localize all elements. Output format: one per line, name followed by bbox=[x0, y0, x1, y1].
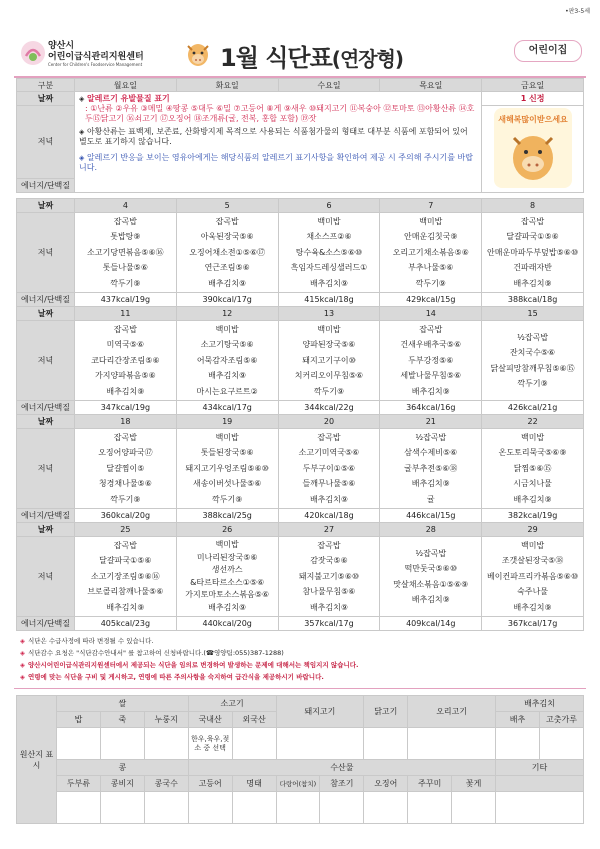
date-label: 날짜 bbox=[17, 199, 75, 213]
meal-cell bbox=[75, 213, 177, 293]
date-cell: 15 bbox=[482, 307, 584, 321]
menu-item: 잡곡밥 bbox=[113, 432, 137, 442]
menu-item: 잡곡밥 bbox=[113, 216, 137, 226]
origin-beef-foreign: 외국산 bbox=[232, 712, 276, 728]
menu-item: 백미밥 bbox=[521, 540, 545, 550]
header-row bbox=[17, 79, 584, 92]
col-wed: 수요일 bbox=[278, 79, 380, 92]
menu-item: 배추김치⑨ bbox=[309, 494, 349, 504]
date-cell: 28 bbox=[380, 523, 482, 537]
origin-rice-juk: 죽 bbox=[100, 712, 144, 728]
diamond-icon: ◈ bbox=[20, 673, 25, 681]
origin-input[interactable] bbox=[188, 792, 232, 824]
menu-item: 흑임자드레싱샐러드① bbox=[290, 263, 368, 273]
energy-label: 에너지/단백질 bbox=[17, 617, 75, 631]
origin-input[interactable] bbox=[100, 792, 144, 824]
energy-value: 390kcal/17g bbox=[176, 293, 278, 307]
menu-item: 온도토리묵국⑤⑥⑨ bbox=[498, 448, 567, 458]
date-cell: 19 bbox=[176, 415, 278, 429]
origin-kimchi-pepper: 고춧가루 bbox=[539, 712, 583, 728]
menu-item: 닭살피망참깨무침⑤⑥⑮ bbox=[490, 363, 575, 373]
energy-value: 446kcal/15g bbox=[380, 509, 482, 523]
logo-line3: Center for Children's Foodservice Management bbox=[48, 62, 143, 67]
center-logo bbox=[20, 38, 150, 74]
menu-item: 청경채나물⑤⑥ bbox=[98, 479, 152, 489]
dinner-label: 저녁 bbox=[17, 213, 75, 293]
col-thu: 목요일 bbox=[380, 79, 482, 92]
origin-bean: 콩 bbox=[57, 760, 189, 776]
menu-item: 들깨무나물⑤⑥ bbox=[302, 479, 356, 489]
menu-item: 건새우배추국⑤⑥ bbox=[400, 340, 462, 350]
meal-cell bbox=[482, 213, 584, 293]
menu-item: 깍두기⑨ bbox=[517, 379, 548, 388]
note-3: ◈ 양산시어린이급식관리지원센터에서 제공되는 식단을 임의로 변경하여 발생하는 문제에 대해서는 책임지지 않습니다. bbox=[20, 661, 359, 669]
menu-item: 어묵감자조림⑤⑥ bbox=[196, 355, 258, 365]
holiday-label: 1 신정 bbox=[520, 94, 545, 103]
energy-value: 426kcal/21g bbox=[482, 401, 584, 415]
origin-etc: 기타 bbox=[496, 760, 584, 776]
menu-item: 굴부추전⑤⑥⑱ bbox=[404, 463, 458, 473]
energy-value: 388kcal/25g bbox=[176, 509, 278, 523]
menu-item: 오징어양파국⑰ bbox=[98, 448, 153, 458]
meal-cell bbox=[176, 213, 278, 293]
menu-item: 세발나물무침⑤⑥ bbox=[400, 371, 462, 381]
menu-item: 배추김치⑨ bbox=[513, 278, 552, 288]
menu-item: 안매운김칫국⑨ bbox=[404, 232, 458, 242]
menu-item: 백미밥 bbox=[521, 432, 545, 442]
origin-chicken: 닭고기 bbox=[364, 696, 408, 728]
menu-item: 감잣국⑤⑥ bbox=[310, 556, 348, 566]
menu-item: 숙주나물 bbox=[517, 587, 549, 597]
dinner-label: 저녁 bbox=[17, 321, 75, 401]
menu-item: 깍두기⑨ bbox=[110, 494, 141, 504]
menu-item: 배추김치⑨ bbox=[513, 494, 552, 504]
menu-item: 톳밥탕⑨ bbox=[110, 232, 141, 242]
allergy-note: 아황산류는 표백제, 보존료, 산화방지제 목적으로 사용되는 식품첨가물의 형태로 대부분 식품에 포함되어 있어 별도로 표기하지 않습니다. bbox=[79, 127, 468, 146]
origin-beef-domestic: 국내산 bbox=[188, 712, 232, 728]
date-cell: 27 bbox=[278, 523, 380, 537]
sticker-text: 새해복많이받으세요 bbox=[497, 115, 568, 124]
holiday-sticker-cell bbox=[482, 106, 584, 193]
menu-item: 부추나물⑤⑥ bbox=[408, 263, 454, 273]
menu-item: 배추김치⑨ bbox=[309, 602, 349, 612]
menu-item: 백미밥 bbox=[317, 216, 341, 226]
page-code: •판3-5세 bbox=[565, 8, 590, 15]
energy-row bbox=[17, 401, 584, 415]
origin-input[interactable] bbox=[408, 728, 496, 760]
menu-item: 깍두기⑨ bbox=[415, 278, 446, 288]
menu-item: 배추김치⑨ bbox=[309, 278, 349, 288]
menu-item: 잡곡밥 bbox=[113, 540, 137, 550]
dinner-label: 저녁 bbox=[17, 106, 75, 179]
date-cell: 18 bbox=[75, 415, 177, 429]
menu-item: 코다리간장조림⑤⑥ bbox=[91, 355, 160, 365]
origin-input[interactable] bbox=[276, 728, 364, 760]
date-cell: 22 bbox=[482, 415, 584, 429]
dinner-label: 저녁 bbox=[17, 537, 75, 617]
note-4: ◈ 연령에 맞는 식단을 구비 및 게시하고, 연령에 따른 주의사항을 숙지하여 급간식을 제공하시기 바랍니다. bbox=[20, 673, 324, 681]
menu-item: 떡만둣국⑤⑥⑩ bbox=[404, 564, 457, 573]
origin-duck: 오리고기 bbox=[408, 696, 496, 728]
menu-item: 시금치나물 bbox=[513, 479, 552, 489]
meal-cell bbox=[380, 429, 482, 509]
origin-input[interactable] bbox=[57, 728, 101, 760]
menu-item: 두부강정⑤⑥ bbox=[408, 355, 454, 365]
menu-item: 참나물무침⑤⑥ bbox=[302, 587, 356, 597]
menu-item: 맛살채소볶음①⑤⑥⑨ bbox=[393, 579, 469, 589]
origin-beef: 소고기 bbox=[188, 696, 276, 712]
origin-input[interactable] bbox=[100, 728, 144, 760]
menu-item: 치커리오이무침⑤⑥ bbox=[294, 371, 364, 381]
date-row bbox=[17, 92, 584, 106]
menu-item: 잡곡밥 bbox=[113, 324, 137, 334]
energy-value: 357kcal/17g bbox=[278, 617, 380, 631]
menu-item: 오징어채소전①⑤⑥⑰ bbox=[189, 247, 266, 257]
origin-input[interactable] bbox=[276, 792, 320, 824]
date-cell: 21 bbox=[380, 415, 482, 429]
menu-item: 달걀파국①⑤⑥ bbox=[99, 556, 152, 566]
origin-sea-mackerel: 고등어 bbox=[188, 776, 232, 792]
menu-item: 톳들된장국⑤⑥ bbox=[200, 448, 254, 458]
origin-sea-crab: 꽃게 bbox=[452, 776, 496, 792]
menu-item: 잡곡밥 bbox=[215, 216, 239, 226]
meal-cell bbox=[380, 321, 482, 401]
energy-value: 409kcal/14g bbox=[380, 617, 482, 631]
menu-item: 생선까스 bbox=[211, 565, 243, 574]
menu-item: 깍두기⑨ bbox=[110, 278, 141, 288]
menu-item: 브로콜리참깨나물⑤⑥ bbox=[87, 587, 164, 597]
menu-item: 삼색수제비⑤⑥ bbox=[404, 448, 458, 458]
date-label: 날짜 bbox=[17, 92, 75, 106]
origin-input[interactable] bbox=[496, 792, 584, 824]
date-row bbox=[17, 415, 584, 429]
energy-label: 에너지/단백질 bbox=[17, 178, 75, 193]
origin-input[interactable] bbox=[408, 792, 452, 824]
date-label: 날짜 bbox=[17, 415, 75, 429]
meal-cell bbox=[482, 429, 584, 509]
origin-input[interactable] bbox=[496, 728, 540, 760]
energy-value: 344kcal/22g bbox=[278, 401, 380, 415]
origin-input[interactable] bbox=[539, 728, 583, 760]
diamond-icon: ◈ bbox=[79, 154, 85, 162]
meal-cell bbox=[278, 429, 380, 509]
menu-item: 미나리된장국⑤⑥ bbox=[196, 552, 258, 562]
date-cell: 25 bbox=[75, 523, 177, 537]
col-fri: 금요일 bbox=[482, 79, 584, 92]
meal-cell bbox=[176, 429, 278, 509]
menu-item: 두부구이①⑤⑥ bbox=[302, 463, 356, 473]
dinner-label: 저녁 bbox=[17, 429, 75, 509]
note-2: ◈ 식단감수 요청은 "식단감수안내서" 를 참고하여 신청바랍니다.(☎영양팀:055)387-1288) bbox=[20, 649, 284, 657]
menu-item: 잔치국수⑤⑥ bbox=[509, 348, 556, 357]
energy-value: 415kcal/18g bbox=[278, 293, 380, 307]
menu-item: ½잡곡밥 bbox=[415, 432, 447, 442]
menu-item: 건파래자반 bbox=[513, 263, 552, 273]
diamond-icon: ◈ bbox=[20, 649, 25, 657]
menu-item: 배추김치⑨ bbox=[411, 595, 450, 604]
origin-input[interactable] bbox=[320, 792, 364, 824]
new-year-cow-sticker bbox=[492, 106, 574, 190]
origin-label: 원산지 표시 bbox=[17, 696, 57, 824]
menu-item: 소고기당면볶음⑤⑥⑯ bbox=[87, 247, 164, 257]
energy-row bbox=[17, 617, 584, 631]
col-tue: 화요일 bbox=[176, 79, 278, 92]
date-cell: 13 bbox=[278, 307, 380, 321]
energy-value: 437kcal/19g bbox=[75, 293, 177, 307]
cow-icon bbox=[184, 38, 212, 68]
diamond-icon: ◈ bbox=[20, 661, 25, 669]
energy-value: 367kcal/17g bbox=[482, 617, 584, 631]
origin-sea-croaker: 참조기 bbox=[320, 776, 364, 792]
menu-item: 돼지고기구이⑩ bbox=[302, 355, 356, 365]
meal-cell bbox=[176, 321, 278, 401]
menu-item: 잡곡밥 bbox=[317, 432, 341, 442]
menu-table bbox=[16, 78, 584, 193]
menu-item: 백미밥 bbox=[215, 324, 239, 334]
menu-item: 백미밥 bbox=[317, 324, 341, 334]
title-main: 1월 식단표 bbox=[220, 44, 332, 72]
energy-value: 440kcal/20g bbox=[176, 617, 278, 631]
energy-value: 388kcal/18g bbox=[482, 293, 584, 307]
menu-item: 백미밥 bbox=[419, 216, 443, 226]
date-label: 날짜 bbox=[17, 307, 75, 321]
menu-item: 백미밥 bbox=[215, 432, 239, 442]
menu-item: 배추김치⑨ bbox=[411, 479, 450, 489]
header bbox=[14, 32, 586, 78]
origin-pork: 돼지고기 bbox=[276, 696, 364, 728]
logo-line2: 어린이급식관리지원센터 bbox=[48, 52, 144, 62]
meal-cell bbox=[75, 321, 177, 401]
origin-input[interactable] bbox=[57, 792, 101, 824]
meal-cell bbox=[278, 213, 380, 293]
origin-rice-bap: 밥 bbox=[57, 712, 101, 728]
energy-value: 364kcal/16g bbox=[380, 401, 482, 415]
meal-cell bbox=[380, 537, 482, 617]
menu-item: 아욱된장국⑤⑥ bbox=[200, 232, 254, 242]
meal-cell bbox=[482, 537, 584, 617]
energy-value: 360kcal/20g bbox=[75, 509, 177, 523]
col-mon: 월요일 bbox=[75, 79, 177, 92]
origin-input[interactable] bbox=[232, 792, 276, 824]
menu-item: 배추김치⑨ bbox=[208, 602, 247, 612]
meal-cell bbox=[278, 537, 380, 617]
menu-item: &타르타르소스①⑤⑥ bbox=[190, 577, 265, 587]
energy-value: 420kcal/18g bbox=[278, 509, 380, 523]
energy-value: 434kcal/17g bbox=[176, 401, 278, 415]
energy-value: 382kcal/19g bbox=[482, 509, 584, 523]
menu-item: ½잡곡밥 bbox=[415, 548, 447, 558]
menu-item: 마시는요구르트② bbox=[196, 386, 258, 396]
menu-item: 잡곡밥 bbox=[521, 216, 545, 226]
col-label: 구분 bbox=[17, 79, 75, 92]
origin-bean-biji: 콩비지 bbox=[100, 776, 144, 792]
menu-item: 채소스프②⑥ bbox=[306, 232, 352, 242]
meal-cell bbox=[482, 321, 584, 401]
energy-row bbox=[17, 509, 584, 523]
origin-sea-webfoot: 주꾸미 bbox=[408, 776, 452, 792]
origin-kimchi: 배추김치 bbox=[496, 696, 584, 712]
date-cell: 11 bbox=[75, 307, 177, 321]
meal-cell bbox=[278, 321, 380, 401]
date-cell: 5 bbox=[176, 199, 278, 213]
dinner-row bbox=[17, 429, 584, 509]
date-cell: 20 bbox=[278, 415, 380, 429]
footer-notes bbox=[20, 635, 584, 683]
date-cell: 14 bbox=[380, 307, 482, 321]
dinner-row bbox=[17, 537, 584, 617]
origin-table bbox=[16, 695, 584, 824]
menu-item: 미역국⑤⑥ bbox=[106, 340, 145, 350]
diamond-icon: ◈ bbox=[20, 637, 25, 645]
center-logo-icon bbox=[20, 40, 46, 66]
date-cell: 26 bbox=[176, 523, 278, 537]
origin-input[interactable] bbox=[232, 728, 276, 760]
menu-item: 소고기미역국⑤⑥ bbox=[298, 448, 360, 458]
origin-input[interactable] bbox=[364, 792, 408, 824]
allergy-warning: 알레르기 반응을 보이는 영유아에게는 해당식품의 알레르기 표기사항을 확인하여 제공 시 주의해 주시기를 바랍니다. bbox=[79, 153, 473, 172]
origin-sea-squid: 오징어 bbox=[364, 776, 408, 792]
menu-item: 돼지불고기⑤⑥⑩ bbox=[298, 571, 360, 581]
origin-beef-note: 한우,육우,젖소 중 선택 bbox=[188, 728, 232, 760]
menu-item: ½잡곡밥 bbox=[517, 332, 549, 342]
page-title bbox=[220, 38, 403, 73]
title-sub: (연장형) bbox=[331, 47, 404, 71]
menu-item: 배추김치⑨ bbox=[106, 386, 145, 396]
origin-bean-tofu: 두부류 bbox=[57, 776, 101, 792]
origin-rice: 쌀 bbox=[57, 696, 189, 712]
menu-item: 잡곡밥 bbox=[317, 540, 341, 550]
menu-item: 돼지고기우엉조림⑤⑥⑩ bbox=[185, 463, 269, 473]
menu-item: 달걀찜이⑤ bbox=[106, 463, 145, 473]
date-row bbox=[17, 523, 584, 537]
menu-item: 오리고기채소볶음⑤⑥ bbox=[392, 247, 469, 257]
menu-item: 달걀파국①⑤⑥ bbox=[506, 232, 559, 242]
energy-label: 에너지/단백질 bbox=[17, 401, 75, 415]
audience-badge: 어린이집 bbox=[514, 40, 582, 62]
menu-item: 깍두기⑨ bbox=[313, 386, 345, 396]
menu-item: 연근조림⑤⑥ bbox=[204, 263, 250, 273]
menu-item: 깍두기⑨ bbox=[212, 494, 243, 504]
date-row bbox=[17, 199, 584, 213]
menu-item: 배추김치⑨ bbox=[208, 278, 247, 288]
energy-value: 405kcal/23g bbox=[75, 617, 177, 631]
date-cell: 8 bbox=[482, 199, 584, 213]
origin-seafood: 수산물 bbox=[188, 760, 495, 776]
menu-item: 탕수육&소스⑤⑥⑩ bbox=[295, 247, 363, 257]
date-cell bbox=[482, 92, 584, 106]
energy-value: 347kcal/19g bbox=[75, 401, 177, 415]
menu-item: 가지양파볶음⑤⑥ bbox=[95, 371, 156, 381]
allergy-list: : ①난류 ②우유 ③메밀 ④땅콩 ⑤대두 ⑥밀 ⑦고등어 ⑧게 ⑨새우 ⑩돼지고기 ⑪복숭아 ⑫토마토 ⑬아황산류 ⑭호두⑮닭고기 ⑯쇠고기 ⑰오징어 ⑱조개류(굴, 전복, 홍합 포함) ⑲잣 bbox=[85, 104, 475, 123]
menu-item: 톳들나물⑤⑥ bbox=[102, 263, 149, 273]
title-area bbox=[184, 38, 434, 72]
meal-cell bbox=[380, 213, 482, 293]
date-cell: 6 bbox=[278, 199, 380, 213]
menu-item: 닭찜⑤⑥⑮ bbox=[513, 463, 552, 473]
origin-input[interactable] bbox=[364, 728, 408, 760]
date-cell: 4 bbox=[75, 199, 177, 213]
origin-input[interactable] bbox=[144, 792, 188, 824]
meal-cell bbox=[75, 537, 177, 617]
menu-item: 배추김치⑨ bbox=[208, 371, 247, 381]
origin-rice-nurungji: 누룽지 bbox=[144, 712, 188, 728]
menu-item: 배추김치⑨ bbox=[513, 602, 552, 612]
menu-weeks-table bbox=[16, 198, 584, 631]
dinner-row bbox=[17, 321, 584, 401]
menu-item: 안매운마파두부덮밥⑤⑥⑩ bbox=[487, 247, 579, 257]
origin-input[interactable] bbox=[452, 792, 496, 824]
energy-label: 에너지/단백질 bbox=[17, 293, 75, 307]
date-label: 날짜 bbox=[17, 523, 75, 537]
allergy-title: 알레르기 유발물질 표기 bbox=[86, 94, 170, 103]
menu-item: 가지토마토소스볶음⑤⑥ bbox=[185, 590, 270, 599]
origin-kimchi-cabbage: 배추 bbox=[496, 712, 540, 728]
origin-etc-blank bbox=[496, 776, 584, 792]
date-row bbox=[17, 307, 584, 321]
diamond-icon: ◈ bbox=[79, 95, 85, 103]
origin-sea-pollock: 명태 bbox=[232, 776, 276, 792]
energy-label: 에너지/단백질 bbox=[17, 509, 75, 523]
menu-item: 백미밥 bbox=[215, 540, 239, 549]
energy-row bbox=[17, 293, 584, 307]
menu-item: 배추김치⑨ bbox=[411, 386, 450, 396]
menu-item: 소고기탕국⑤⑥ bbox=[200, 340, 254, 350]
energy-value: 429kcal/15g bbox=[380, 293, 482, 307]
allergy-notice bbox=[75, 92, 482, 193]
menu-item: 귤 bbox=[426, 494, 435, 504]
diamond-icon: ◈ bbox=[79, 128, 85, 136]
menu-item: 조갯살된장국⑤⑱ bbox=[501, 556, 564, 566]
menu-item: 배추김치⑨ bbox=[106, 602, 145, 612]
menu-item: 소고기장조림⑤⑥⑯ bbox=[91, 571, 160, 581]
dinner-row bbox=[17, 213, 584, 293]
menu-item: 잡곡밥 bbox=[419, 324, 443, 334]
menu-item: 새송이버섯나물⑤⑥ bbox=[192, 479, 262, 489]
meal-cell bbox=[75, 429, 177, 509]
logo-line1: 양산시 bbox=[48, 41, 75, 51]
date-cell: 29 bbox=[482, 523, 584, 537]
date-cell: 12 bbox=[176, 307, 278, 321]
origin-bean-noodle: 콩국수 bbox=[144, 776, 188, 792]
menu-item: 양파된장국⑤⑥ bbox=[302, 340, 356, 350]
origin-input[interactable] bbox=[144, 728, 188, 760]
menu-item: 베이컨파프리카볶음⑤⑥⑩ bbox=[487, 571, 579, 581]
origin-divider bbox=[14, 688, 586, 689]
meal-cell bbox=[176, 537, 278, 617]
origin-sea-tuna: 다랑어(참치) bbox=[276, 776, 320, 792]
date-cell: 7 bbox=[380, 199, 482, 213]
note-1: ◈ 식단은 수급사정에 따라 변경될 수 있습니다. bbox=[20, 637, 154, 645]
